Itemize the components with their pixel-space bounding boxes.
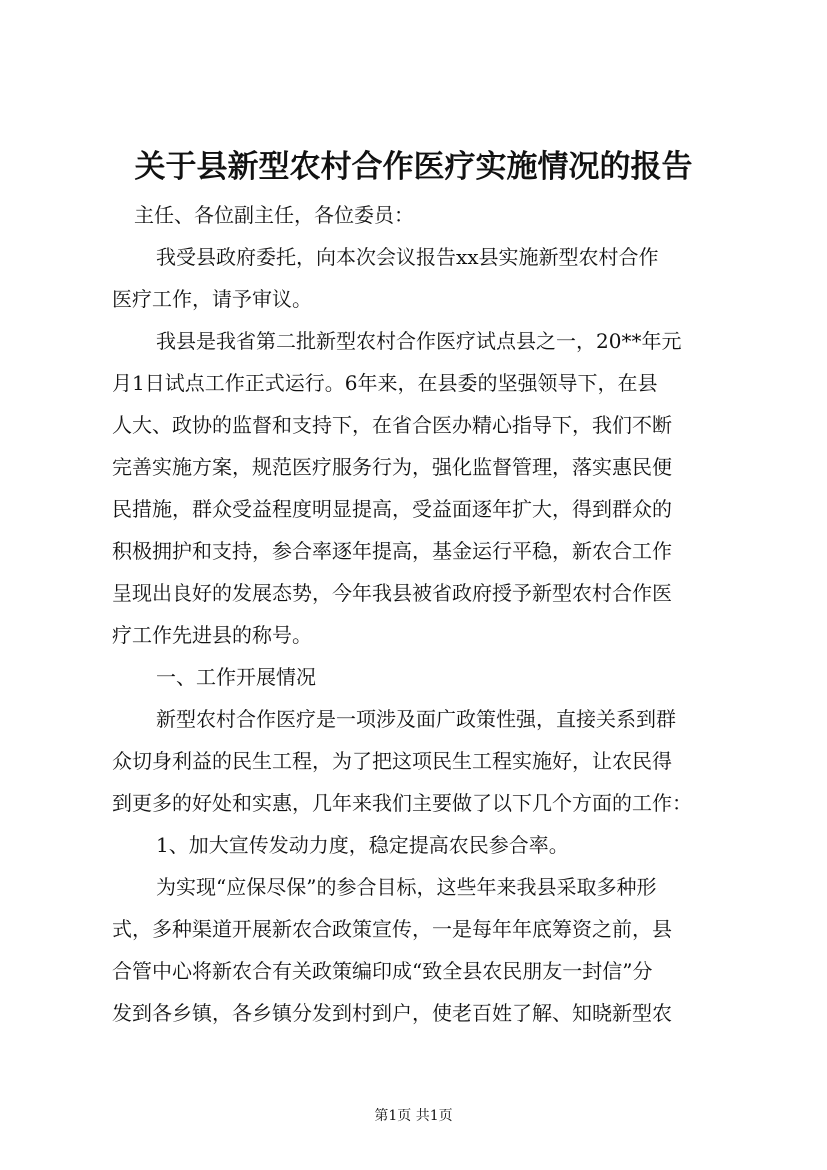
subsection-heading: 1、加大宣传发动力度，稳定提高农民参合率。	[156, 833, 569, 857]
page-number-footer: 第1页 共1页	[374, 1108, 453, 1124]
paragraph-line: 人大、政协的监督和支持下，在省合医办精心指导下，我们不断	[112, 413, 672, 437]
paragraph-line: 众切身利益的民生工程，为了把这项民生工程实施好，让农民得	[112, 749, 672, 773]
paragraph-line: 民措施，群众受益程度明显提高，受益面逐年扩大，得到群众的	[112, 497, 672, 521]
paragraph-line: 为实现“应保尽保”的参合目标，这些年来我县采取多种形	[156, 875, 657, 899]
section-heading: 一、工作开展情况	[156, 665, 316, 689]
paragraph-line: 疗工作先进县的称号。	[112, 623, 312, 647]
paragraph-line: 完善实施方案，规范医疗服务行为，强化监督管理，落实惠民便	[112, 455, 672, 479]
paragraph-line: 医疗工作，请予审议。	[112, 287, 312, 311]
paragraph-line: 我县是我省第二批新型农村合作医疗试点县之一，20**年元	[156, 329, 682, 353]
paragraph-line: 到更多的好处和实惠，几年来我们主要做了以下几个方面的工作：	[112, 791, 692, 815]
paragraph-line: 新型农村合作医疗是一项涉及面广政策性强，直接关系到群	[156, 707, 676, 731]
document-title: 关于县新型农村合作医疗实施情况的报告	[134, 149, 693, 185]
paragraph-line: 合管中心将新农合有关政策编印成“致全县农民朋友一封信”分	[112, 959, 653, 983]
salutation-line: 主任、各位副主任，各位委员：	[134, 203, 414, 227]
document-body	[112, 194, 720, 1034]
paragraph-line: 式，多种渠道开展新农合政策宣传，一是每年年底筹资之前，县	[112, 917, 672, 941]
paragraph-line: 我受县政府委托，向本次会议报告xx县实施新型农村合作	[156, 245, 659, 269]
paragraph-line: 呈现出良好的发展态势，今年我县被省政府授予新型农村合作医	[112, 581, 672, 605]
paragraph-line: 发到各乡镇，各乡镇分发到村到户，使老百姓了解、知晓新型农	[112, 1001, 672, 1025]
paragraph-line: 月1日试点工作正式运行。6年来，在县委的坚强领导下，在县	[112, 371, 658, 395]
paragraph-line: 积极拥护和支持，参合率逐年提高，基金运行平稳，新农合工作	[112, 539, 672, 563]
